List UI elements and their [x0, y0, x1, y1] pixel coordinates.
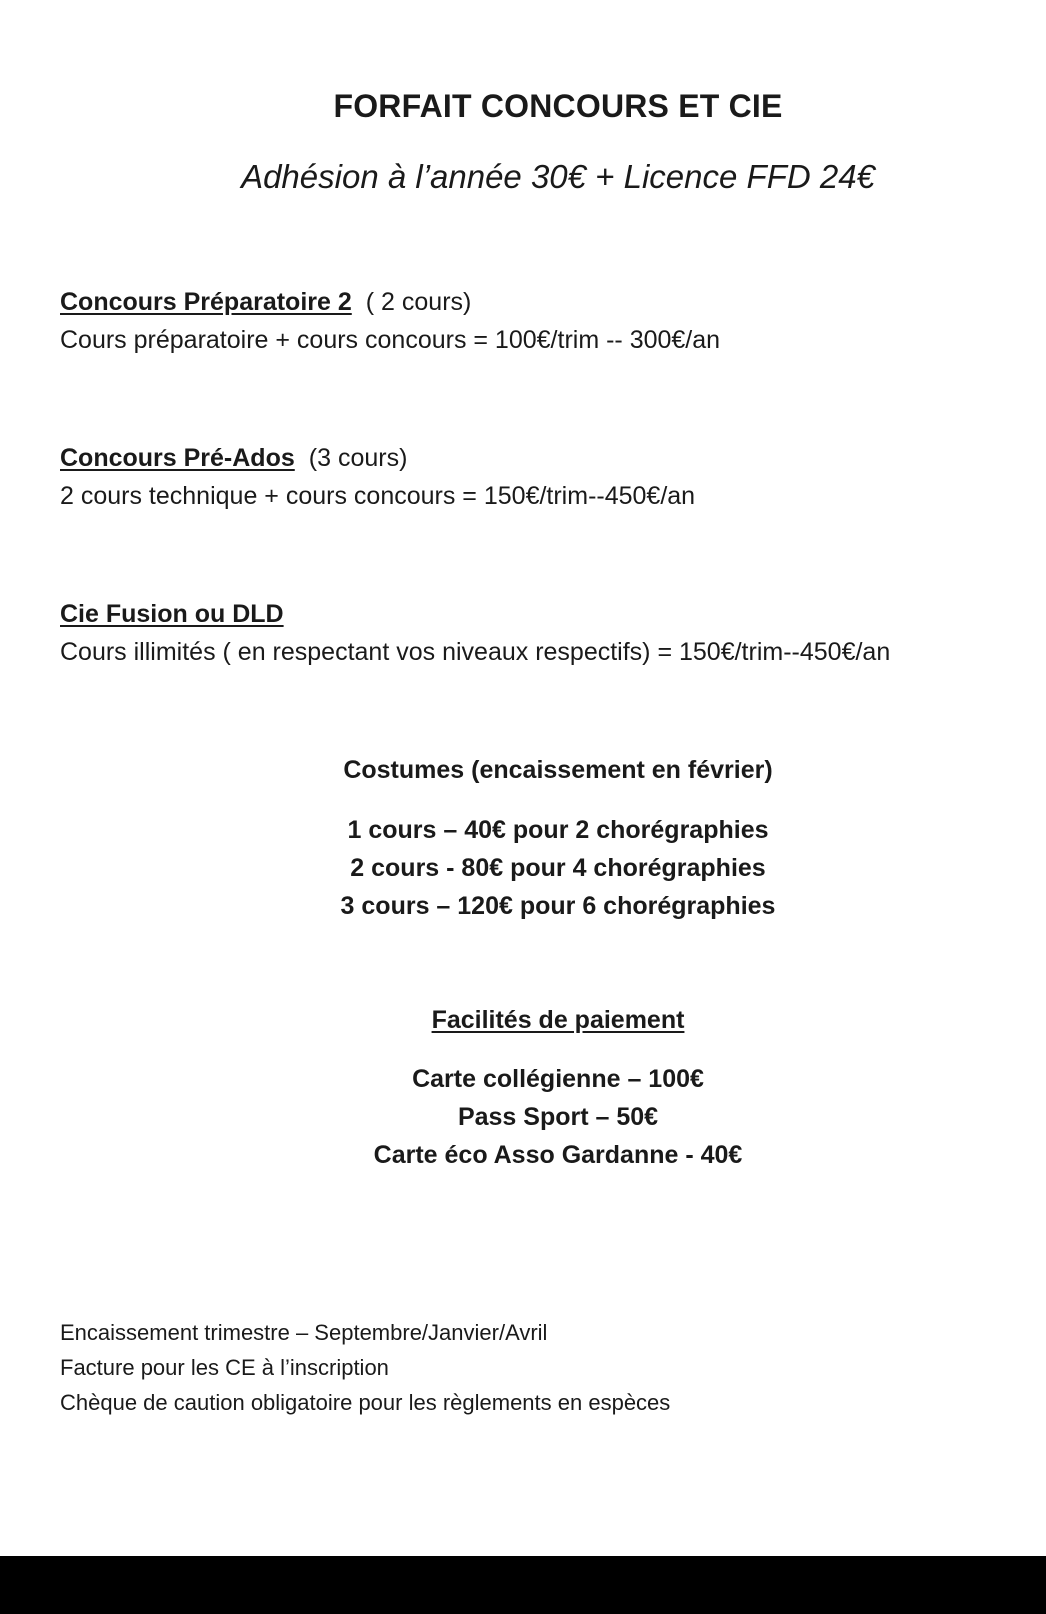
costumes-title: Costumes (encaissement en février) — [343, 756, 773, 784]
page-title: FORFAIT CONCOURS ET CIE — [333, 88, 783, 124]
payment-title: Facilités de paiement — [431, 1006, 685, 1034]
payment-item: Pass Sport – 50€ — [457, 1103, 659, 1131]
section-price-line: Cours préparatoire + cours concours = 100€/trim -- 300€/an — [60, 326, 721, 354]
section-name: Concours Préparatoire 2 — [60, 288, 352, 316]
section-price-line: Cours illimités ( en respectant vos niveaux respectifs) = 150€/trim--450€/an — [60, 638, 891, 666]
section-heading-cie-fusion — [60, 600, 284, 629]
costume-item: 2 cours - 80€ pour 4 chorégraphies — [350, 854, 766, 882]
costume-item: 1 cours – 40€ pour 2 chorégraphies — [347, 816, 769, 844]
payment-item: Carte éco Asso Gardanne - 40€ — [373, 1141, 743, 1169]
note-line: Chèque de caution obligatoire pour les règlements en espèces — [60, 1390, 671, 1415]
section-heading-concours-preparatoire — [60, 288, 471, 317]
bottom-bar — [0, 1556, 1046, 1614]
section-name: Concours Pré-Ados — [60, 444, 295, 472]
section-heading-concours-pre-ados — [60, 444, 407, 473]
section-name: Cie Fusion ou DLD — [60, 600, 284, 628]
section-course-count: (3 cours) — [308, 444, 408, 472]
section-price-line: 2 cours technique + cours concours = 150€/trim--450€/an — [60, 482, 696, 510]
payment-item: Carte collégienne – 100€ — [412, 1065, 704, 1093]
section-course-count: ( 2 cours) — [365, 288, 472, 316]
note-line: Encaissement trimestre – Septembre/Janvier/Avril — [60, 1320, 548, 1345]
page-subtitle: Adhésion à l’année 30€ + Licence FFD 24€ — [241, 158, 875, 195]
note-line: Facture pour les CE à l’inscription — [60, 1355, 389, 1380]
costume-item: 3 cours – 120€ pour 6 chorégraphies — [340, 892, 776, 920]
